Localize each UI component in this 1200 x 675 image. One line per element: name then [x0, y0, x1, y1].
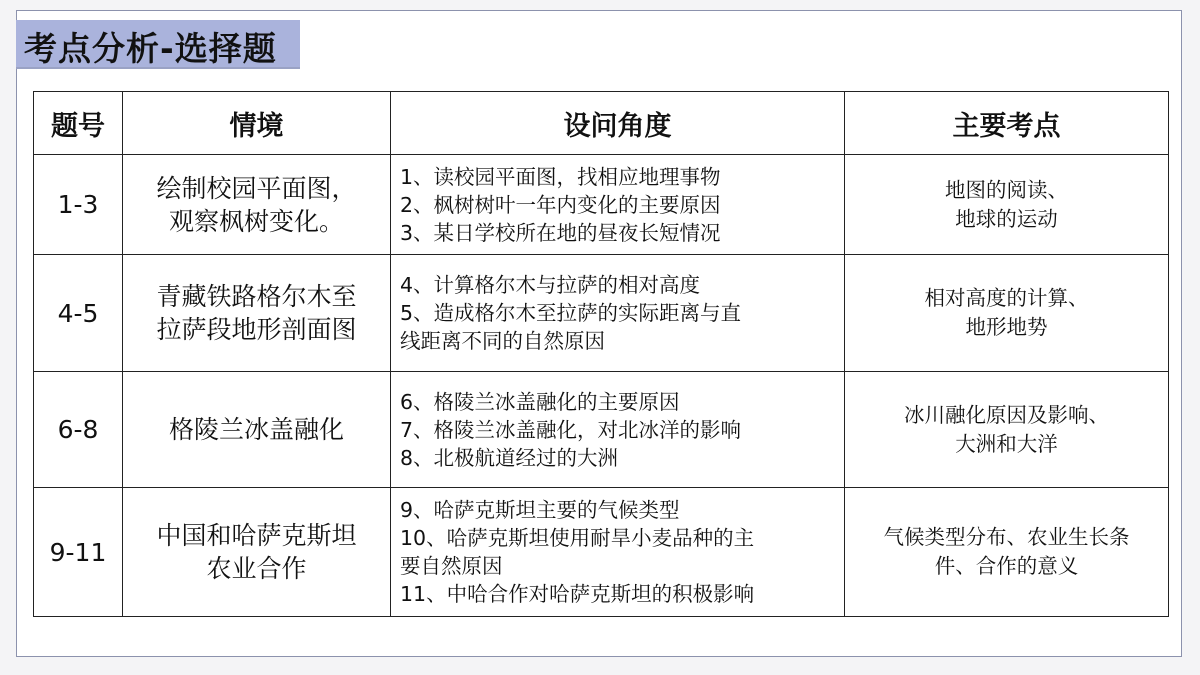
- table-row: [34, 372, 1169, 488]
- header-key-points: 主要考点: [845, 92, 1169, 155]
- row-angles: 6、格陵兰冰盖融化的主要原因 7、格陵兰冰盖融化，对北冰洋的影响 8、北极航道经过的大洲: [391, 372, 845, 488]
- row-number: 6-8: [34, 372, 123, 488]
- row-key-points: 冰川融化原因及影响、 大洲和大洋: [845, 372, 1169, 488]
- row-number: 4-5: [34, 255, 123, 372]
- exam-analysis-table: [33, 91, 1169, 617]
- row-situation: 格陵兰冰盖融化: [123, 372, 391, 488]
- title-banner: [16, 20, 300, 69]
- row-situation: 中国和哈萨克斯坦 农业合作: [123, 488, 391, 617]
- row-situation: 青藏铁路格尔木至 拉萨段地形剖面图: [123, 255, 391, 372]
- header-row: [34, 92, 1169, 155]
- row-key-points: 相对高度的计算、 地形地势: [845, 255, 1169, 372]
- row-key-points: 地图的阅读、 地球的运动: [845, 155, 1169, 255]
- page-title: 考点分析-选择题: [24, 29, 277, 68]
- header-situation: 情境: [123, 92, 391, 155]
- row-situation: 绘制校园平面图， 观察枫树变化。: [123, 155, 391, 255]
- row-number: 9-11: [34, 488, 123, 617]
- table-row: [34, 255, 1169, 372]
- table-row: [34, 155, 1169, 255]
- row-key-points: 气候类型分布、农业生长条 件、合作的意义: [845, 488, 1169, 617]
- header-number: 题号: [34, 92, 123, 155]
- row-angles: 9、哈萨克斯坦主要的气候类型 10、哈萨克斯坦使用耐旱小麦品种的主 要自然原因 11、中哈合作对哈萨克斯坦的积极影响: [391, 488, 845, 617]
- table-row: [34, 488, 1169, 617]
- row-number: 1-3: [34, 155, 123, 255]
- row-angles: 1、读校园平面图，找相应地理事物 2、枫树树叶一年内变化的主要原因 3、某日学校所在地的昼夜长短情况: [391, 155, 845, 255]
- header-question-angle: 设问角度: [391, 92, 845, 155]
- row-angles: 4、计算格尔木与拉萨的相对高度 5、造成格尔木至拉萨的实际距离与直 线距离不同的自然原因: [391, 255, 845, 372]
